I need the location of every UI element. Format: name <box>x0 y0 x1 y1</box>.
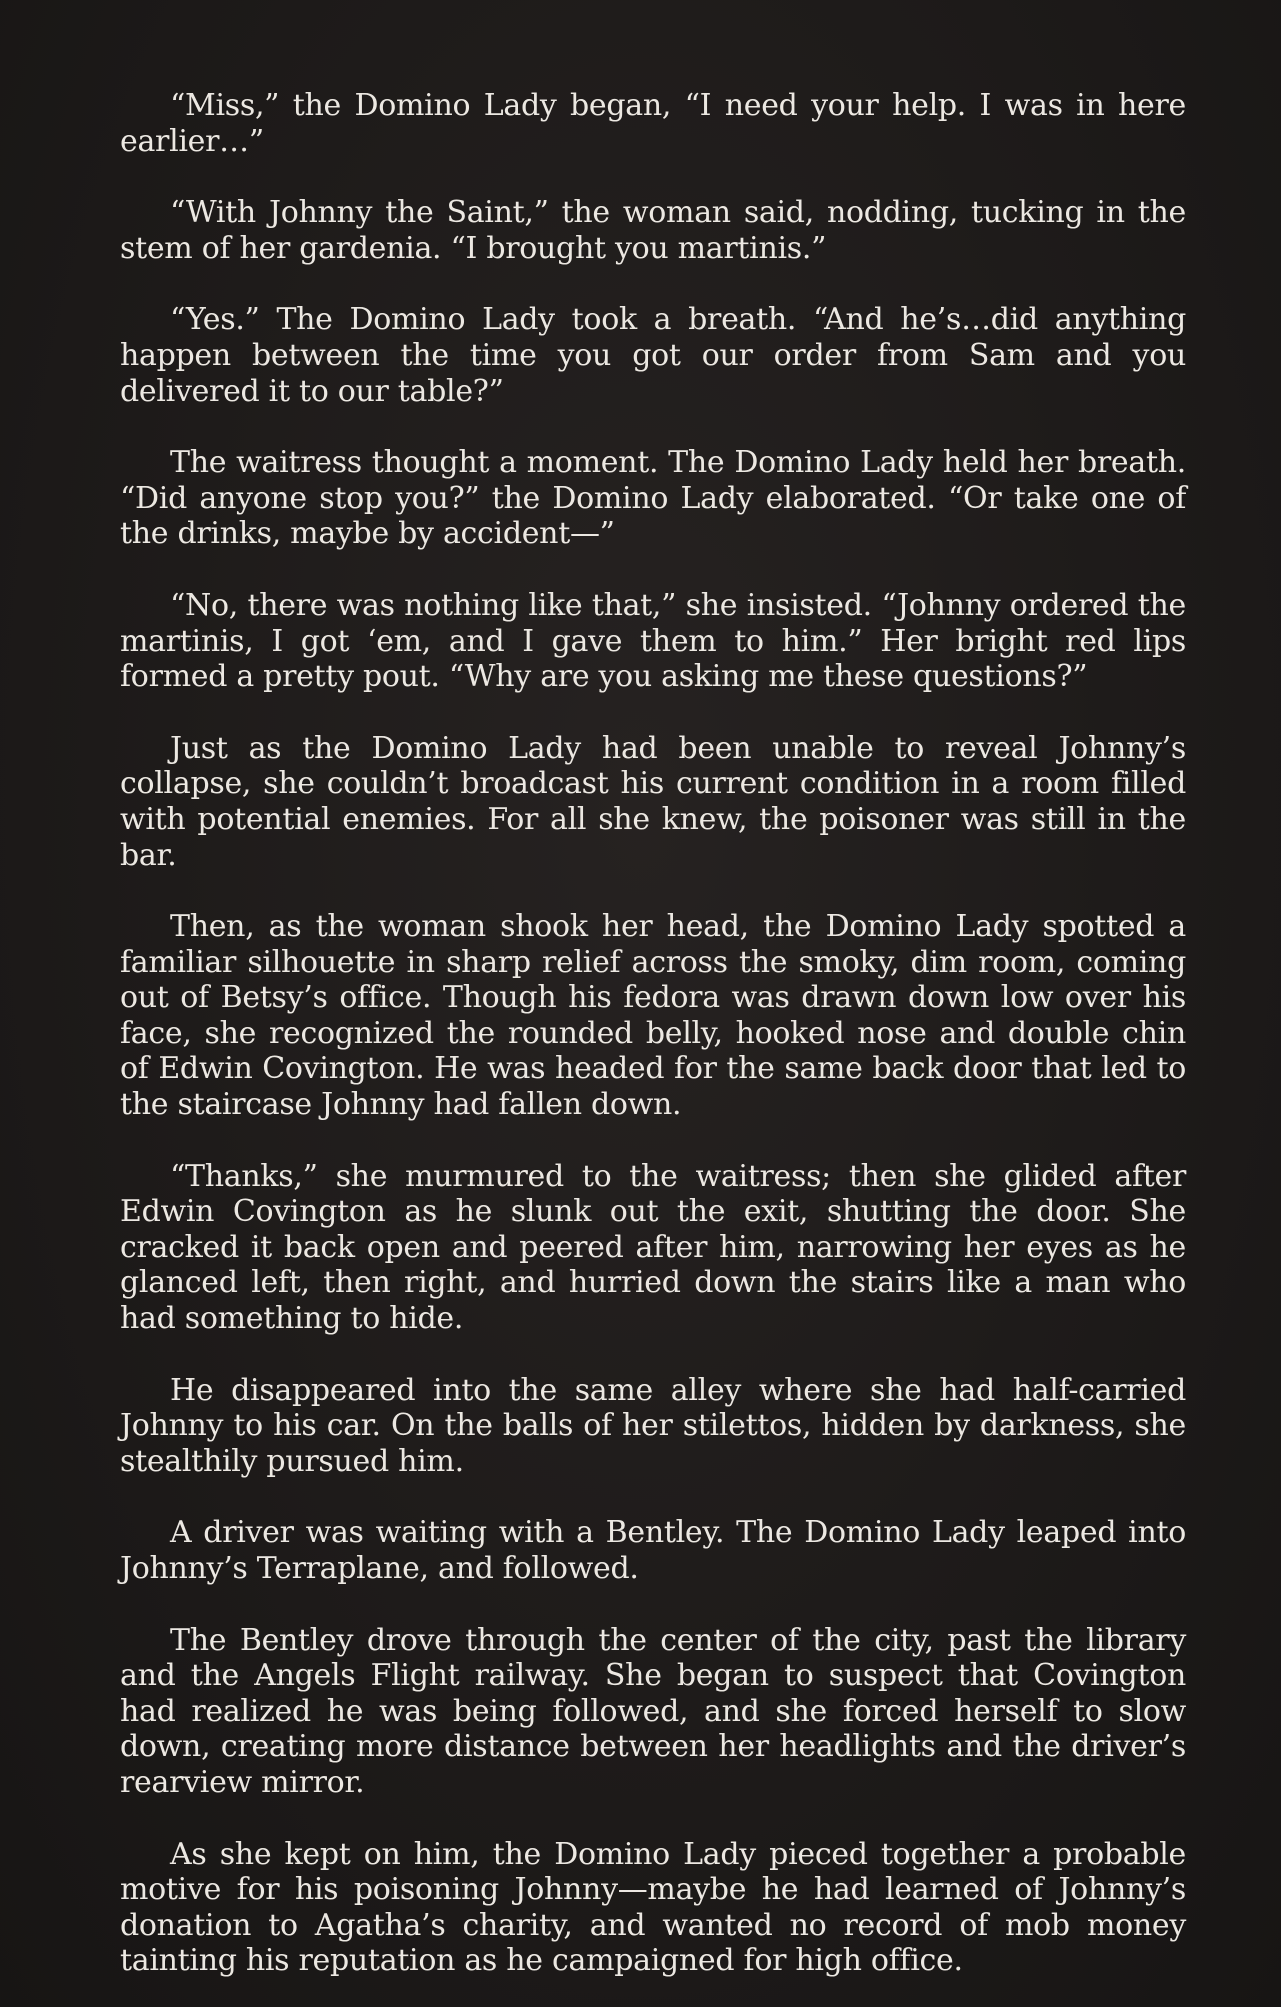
paragraph-10: A driver was waiting with a Bentley. The Domino Lady leaped into Johnny’s Terraplane, and followed. <box>120 1515 1186 1586</box>
paragraph-7: Then, as the woman shook her head, the Domino Lady spotted a familiar silhouette in sharp relief across the smoky, dim room, coming out of Betsy’s office. Though his fedora was drawn down low over his face, she recognized the rounded belly, hooked nose and double chin of Edwin Covington. He was headed for the same back door that led to the staircase Johnny had fallen down. <box>120 909 1186 1123</box>
paragraph-6: Just as the Domino Lady had been unable to reveal Johnny’s collapse, she couldn’t broadcast his current condition in a room filled with potential enemies. For all she knew, the poisoner was still in the bar. <box>120 730 1186 873</box>
text-column <box>120 88 1186 1979</box>
paragraph-11: The Bentley drove through the center of the city, past the library and the Angels Flight railway. She began to suspect that Covington had realized he was being followed, and she forced herself to slow down, creating more distance between her headlights and the driver’s rearview mirror. <box>120 1622 1186 1800</box>
paragraph-3: “Yes.” The Domino Lady took a breath. “And he’s…did anything happen between the time you got our order from Sam and you delivered it to our table?” <box>120 302 1186 409</box>
paragraph-2: “With Johnny the Saint,” the woman said, nodding, tucking in the stem of her gardenia. “I brought you martinis.” <box>120 195 1186 266</box>
paragraph-5: “No, there was nothing like that,” she insisted. “Johnny ordered the martinis, I got ‘em, and I gave them to him.” Her bright red lips formed a pretty pout. “Why are you asking me these questions?” <box>120 587 1186 695</box>
paragraph-1: “Miss,” the Domino Lady began, “I need your help. I was in here earlier…” <box>120 88 1186 159</box>
paragraph-4: The waitress thought a moment. The Domino Lady held her breath. “Did anyone stop you?” the Domino Lady elaborated. “Or take one of the drinks, maybe by accident—” <box>120 445 1186 552</box>
paragraph-8: “Thanks,” she murmured to the waitress; then she glided after Edwin Covington as he slunk out the exit, shutting the door. She cracked it back open and peered after him, narrowing her eyes as he glanced left, then right, and hurried down the stairs like a man who had something to hide. <box>120 1158 1186 1337</box>
paragraph-9: He disappeared into the same alley where she had half-carried Johnny to his car. On the balls of her stilettos, hidden by darkness, she stealthily pursued him. <box>120 1372 1186 1479</box>
paragraph-12: As she kept on him, the Domino Lady pieced together a probable motive for his poisoning Johnny—maybe he had learned of Johnny’s donation to Agatha’s charity, and wanted no record of mob money tainting his reputation as he campaigned for high office. <box>120 1836 1186 1979</box>
